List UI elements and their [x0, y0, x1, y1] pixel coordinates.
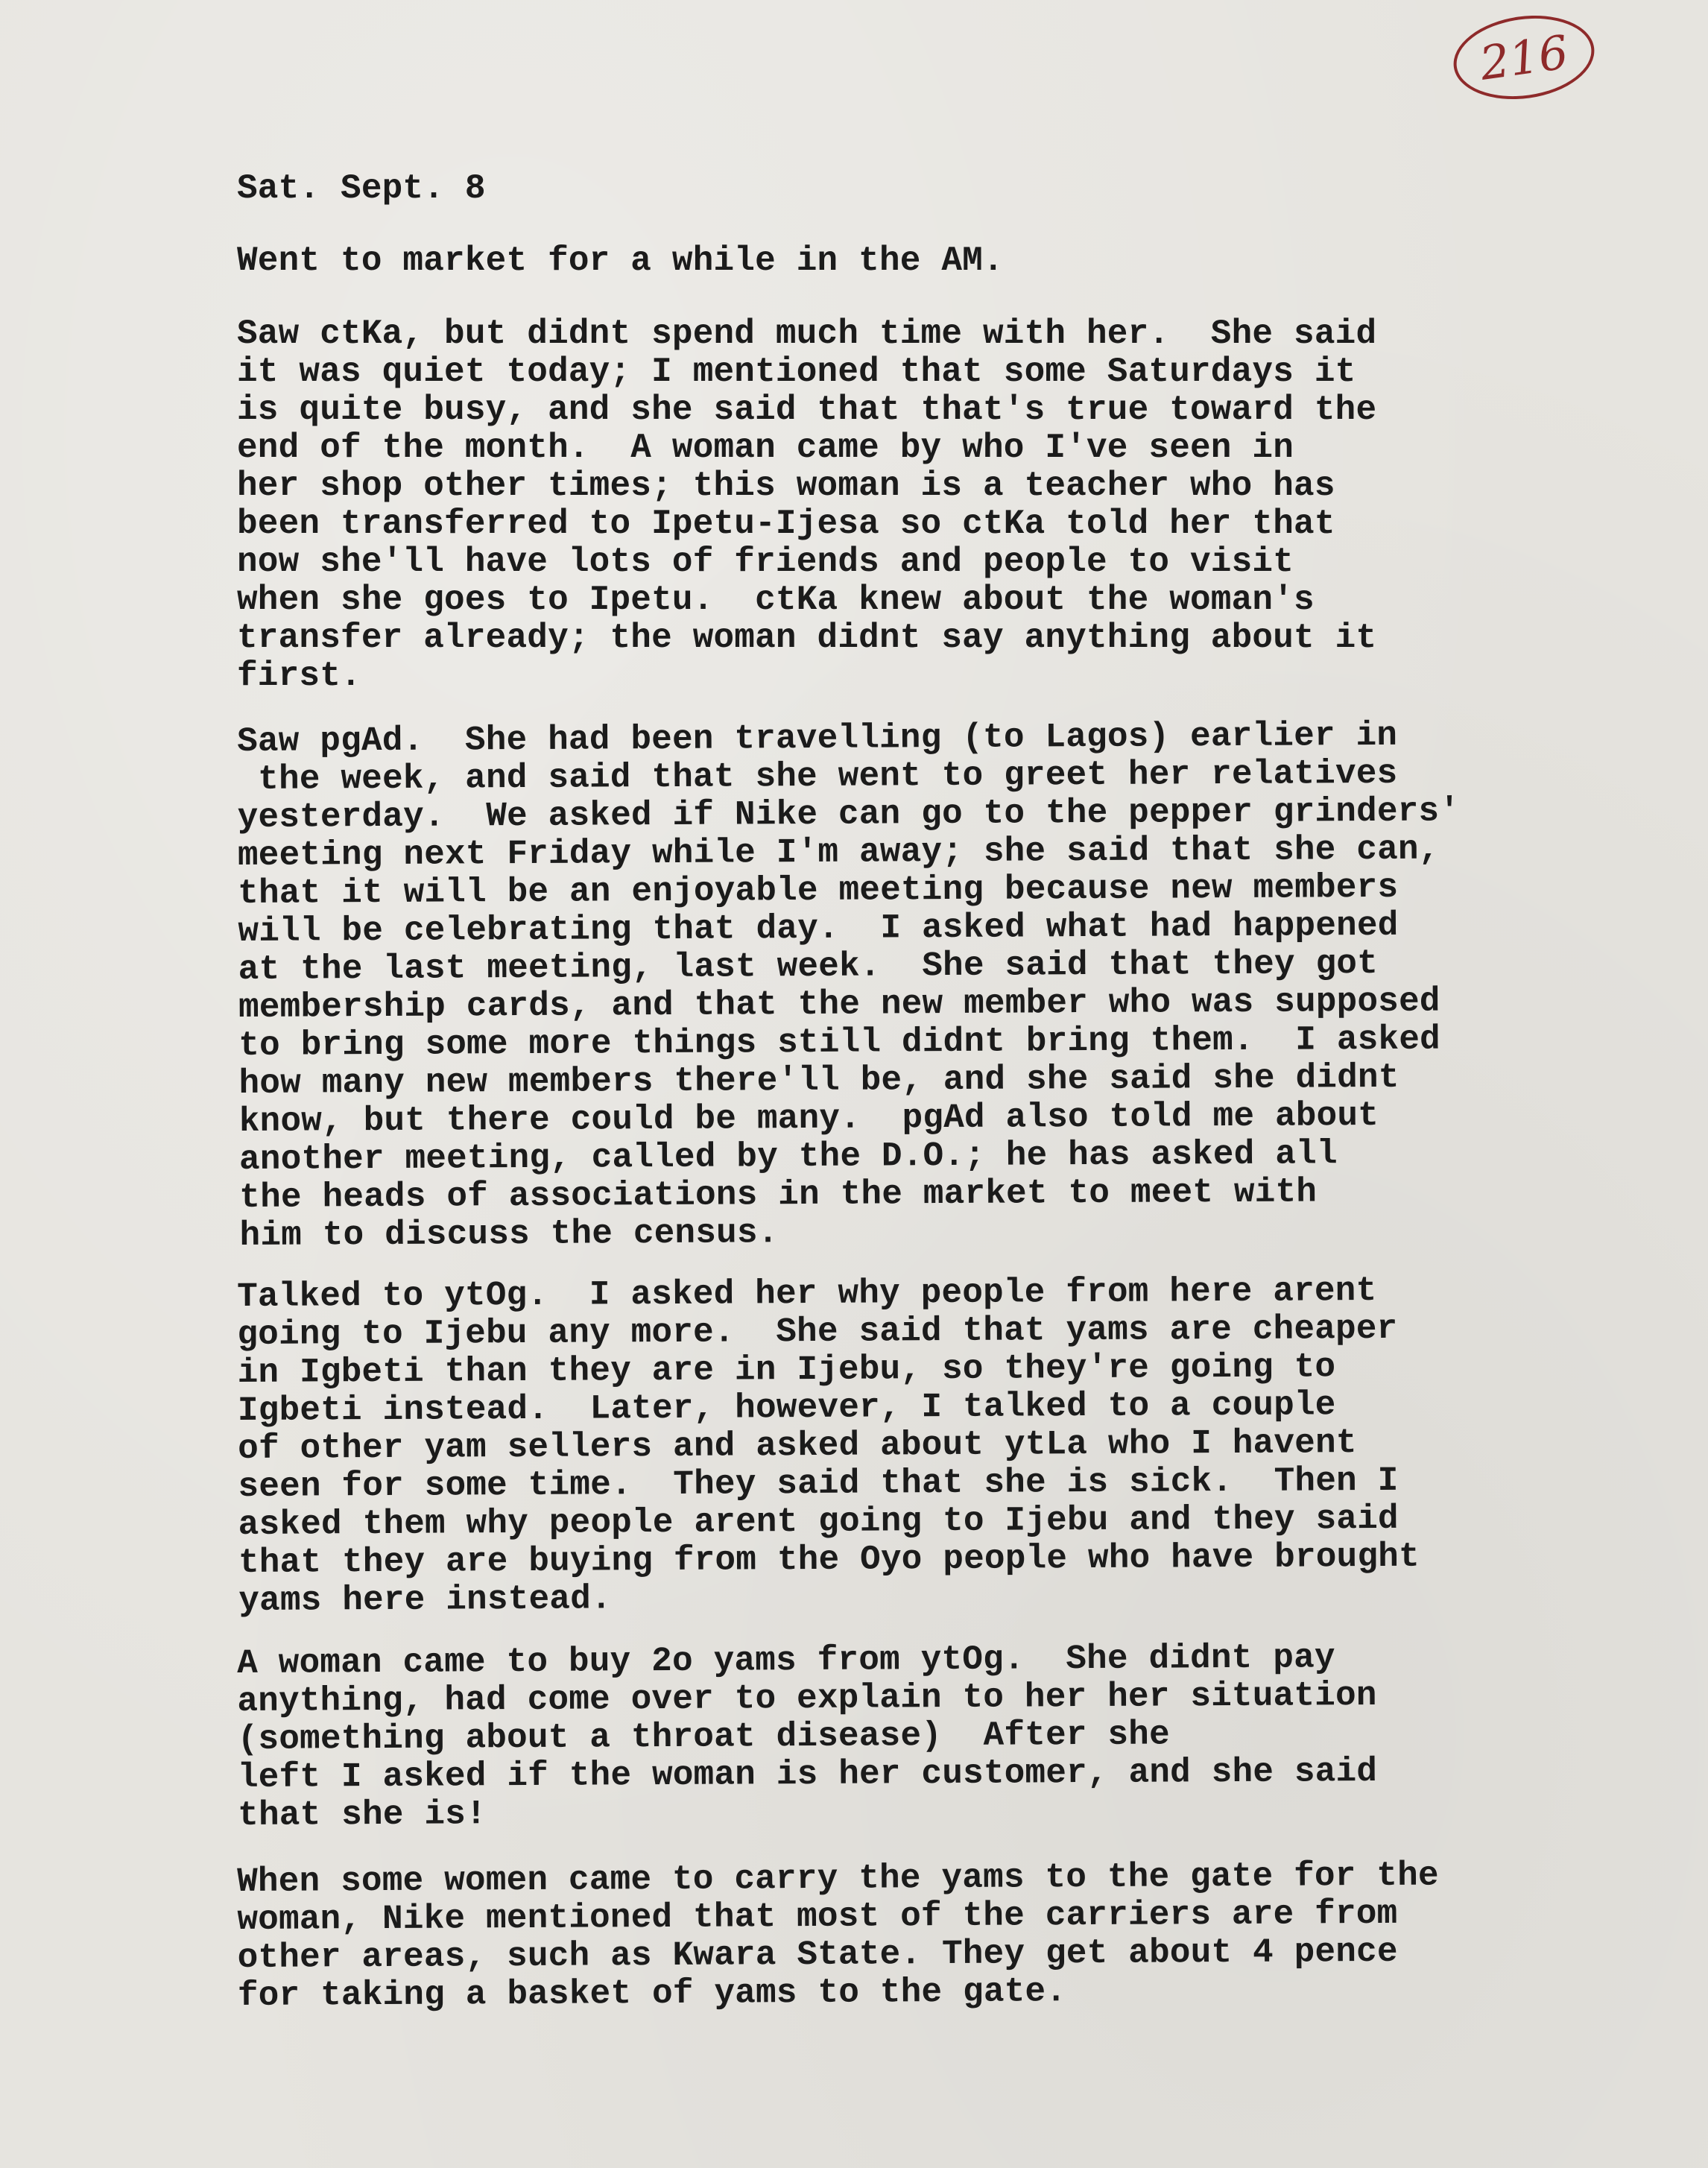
page-number-circle	[1448, 7, 1599, 107]
paragraph-woman-buying: A woman came to buy 2o yams from ytOg. She didnt pay anything, had come over to explain to her her situation (something about a throat disease) After she left I asked if the woman is her customer, and she said that she is!	[236, 1638, 1378, 1835]
paragraph-ytog: Talked to ytOg. I asked her why people from here arent going to Ijebu any more. She said that yams are cheaper in Igbeti than they are in Ijebu, so they're going to Igbeti instead. Later, however, I talked to a couple of other yam sellers and asked about ytLa who I havent seen for some time. They said that she is sick. Then I asked them why people arent going to Ijebu and they said that they are buying from the Oyo people who have brought yams here instead.	[236, 1271, 1420, 1620]
intro-line: Went to market for a while in the AM.	[237, 241, 1004, 280]
paragraph-carriers: When some women came to carry the yams to the gate for the woman, Nike mentioned that most of the carriers are from other areas, such as Kwara State. They get about 4 pence for taking a basket of yams to the gate.	[236, 1856, 1439, 2015]
paragraph-ctka: Saw ctKa, but didnt spend much time with her. She said it was quiet today; I mentioned that some Saturdays it is quite busy, and she said that that's true toward the end of the month. A woman came by who I've seen in her shop other times; this woman is a teacher who has been transferred to Ipetu-Ijesa so ctKa told her that now she'll have lots of friends and people to visit when she goes to Ipetu. ctKa knew about the woman's transfer already; the woman didnt say anything about it first.	[237, 315, 1377, 695]
paragraph-pgad: Saw pgAd. She had been travelling (to Lagos) earlier in the week, and said that she went to greet her relatives yesterday. We asked if Nike can go to the pepper grinders' meeting next Friday while I'm away; she said that she can, that it will be an enjoyable meeting because new members will be celebrating that day. I asked what had happened at the last meeting, last week. She said that they got membership cards, and that the new member who was supposed to bring some more things still didnt bring them. I asked how many new members there'll be, and she said she didnt know, but there could be many. pgAd also told me about another meeting, called by the D.O.; he has asked all the heads of associations in the market to meet with him to discuss the census.	[236, 715, 1461, 1255]
date-heading: Sat. Sept. 8	[237, 169, 486, 208]
page-number: 216	[1476, 24, 1572, 91]
